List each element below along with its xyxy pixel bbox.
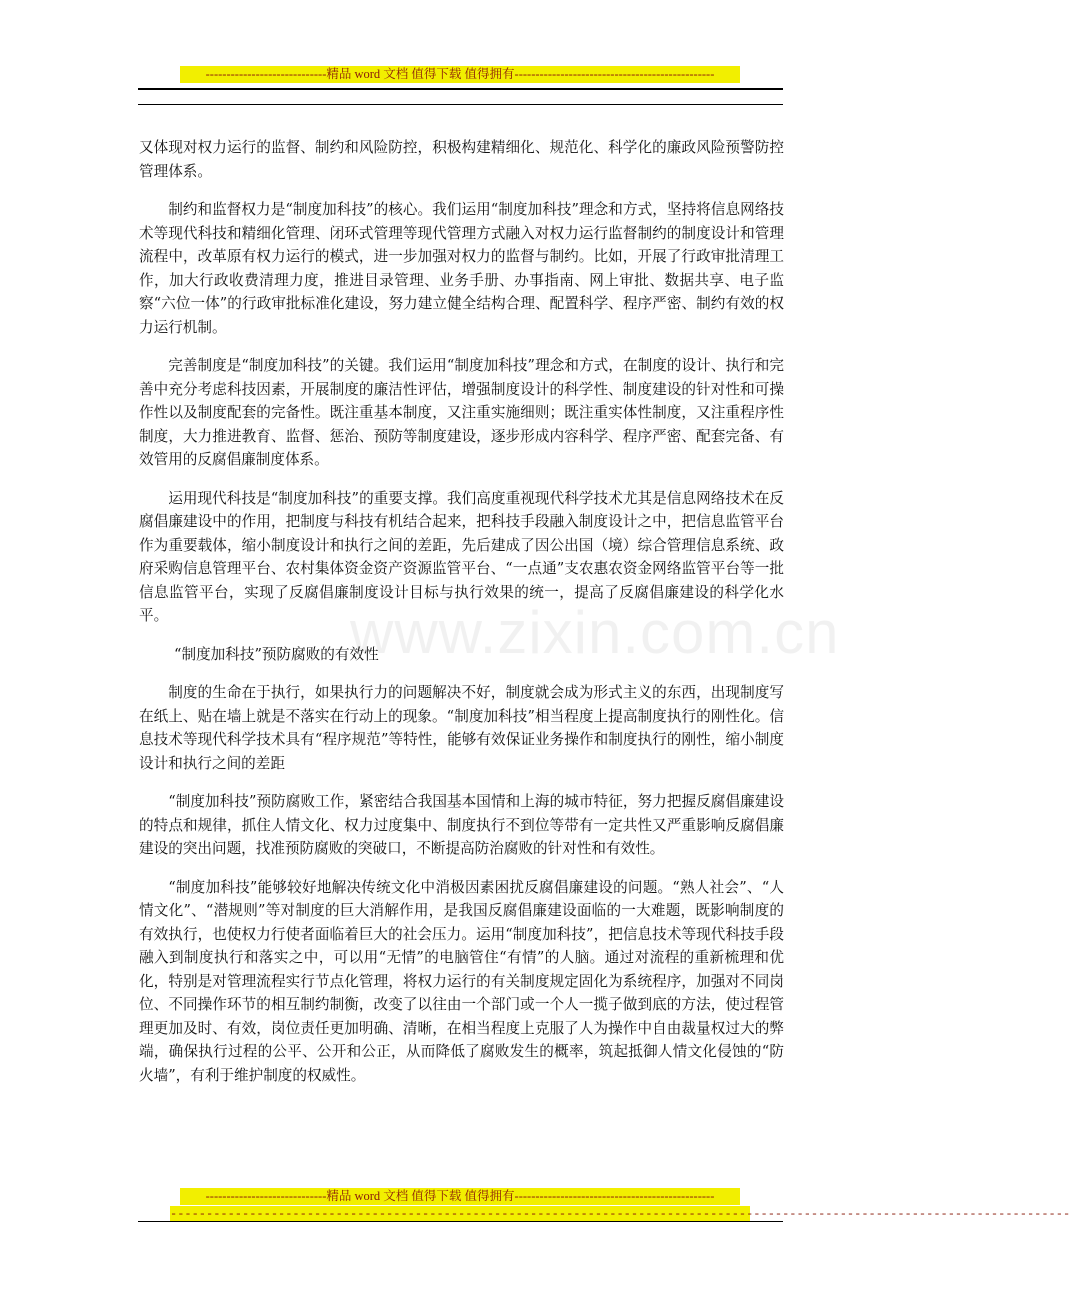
- paragraph-core: 制约和监督权力是“制度加科技”的核心。我们运用“制度加科技”理念和方式，坚持将信息网络技术等现代科技和精细化管理、闭环式管理等现代管理方式融入对权力运行监督制约的制度设计和管理流程中，改革原有权力运行的模式，进一步加强对权力的监督与制约。比如，开展了行政审批清理工作，加大行政收费清理力度，推进目录管理、业务手册、办事指南、网上审批、数据共享、电子监察“六位一体”的行政审批标准化建设，努力建立健全结构合理、配置科学、程序严密、制约有效的权力运行机制。: [139, 201, 784, 336]
- footer-dash-line: -----------------------------------------------------------------------------------------------------------------------------: [170, 1207, 1070, 1221]
- header-banner: -----------------------------精品 word 文档 值得下载 值得拥有------------------------------------------------: [180, 66, 740, 83]
- paragraph-culture: “制度加科技”能够较好地解决传统文化中消极因素困扰反腐倡廉建设的问题。“熟人社会”、“人情文化”、“潜规则”等对制度的巨大消解作用，是我国反腐倡廉建设面临的一大难题，既影响制度的有效执行，也使权力行使者面临着巨大的社会压力。运用“制度加科技”，把信息技术等现代科技手段融入到制度执行和落实之中，可以用“无情”的电脑管住“有情”的人脑。通过对流程的重新梳理和优化，特别是对管理流程实行节点化管理，将权力运行的有关制度规定固化为系统程序，加强对不同岗位、不同操作环节的相互制约制衡，改变了以往由一个部门或一个人一揽子做到底的方法，使过程管理更加及时、有效，岗位责任更加明确、清晰，在相当程度上克服了人为操作中自由裁量权过大的弊端，确保执行过程的公平、公开和公正，从而降低了腐败发生的概率，筑起抵御人情文化侵蚀的“防火墙”，有利于维护制度的权威性。: [139, 878, 784, 1084]
- watermark: www.zixin.com.cn: [350, 599, 840, 666]
- paragraph-prevention: “制度加科技”预防腐败工作，紧密结合我国基本国情和上海的城市特征，努力把握反腐倡廉建设的特点和规律，抓住人情文化、权力过度集中、制度执行不到位等带有一定共性又严重影响反腐倡廉建设的突出问题，找准预防腐败的突破口，不断提高防治腐败的针对性和有效性。: [139, 793, 784, 857]
- section-heading: “制度加科技”预防腐败的有效性: [174, 645, 379, 663]
- paragraph-continuation: 又体现对权力运行的监督、制约和风险防控，积极构建精细化、规范化、科学化的廉政风险预警防控管理体系。: [139, 139, 784, 180]
- paragraph-key: 完善制度是“制度加科技”的关键。我们运用“制度加科技”理念和方式，在制度的设计、执行和完善中充分考虑科技因素，开展制度的廉洁性评估，增强制度设计的科学性、制度建设的针对性和可操作性以及制度配套的完备性。既注重基本制度，又注重实施细则；既注重实体性制度，又注重程序性制度，大力推进教育、监督、惩治、预防等制度建设，逐步形成内容科学、程序严密、配套完备、有效管用的反腐倡廉制度体系。: [139, 357, 784, 468]
- header-rule-thin: [138, 104, 783, 105]
- header-rule-thick: [138, 88, 783, 90]
- footer-banner: -----------------------------精品 word 文档 值得下载 值得拥有------------------------------------------------: [180, 1188, 740, 1205]
- paragraph-support: 运用现代科技是“制度加科技”的重要支撑。我们高度重视现代科学技术尤其是信息网络技术在反腐倡廉建设中的作用，把制度与科技有机结合起来，把科技手段融入制度设计之中，把信息监管平台作为重要载体，缩小制度设计和执行之间的差距，先后建成了因公出国（境）综合管理信息系统、政府采购信息管理平台、农村集体资金资产资源监管平台、“一点通”支农惠农资金网络监管平台等一批信息监管平台，实现了反腐倡廉制度设计目标与执行效果的统一，提高了反腐倡廉建设的科学化水平。: [139, 489, 784, 624]
- footer-rule: [138, 1221, 783, 1222]
- document-body: [139, 136, 784, 1102]
- paragraph-execution: 制度的生命在于执行，如果执行力的问题解决不好，制度就会成为形式主义的东西，出现制度写在纸上、贴在墙上就是不落实在行动上的现象。“制度加科技”相当程度上提高制度执行的刚性化。信息技术等现代科学技术具有“程序规范”等特性，能够有效保证业务操作和制度执行的刚性，缩小制度设计和执行之间的差距: [139, 684, 784, 772]
